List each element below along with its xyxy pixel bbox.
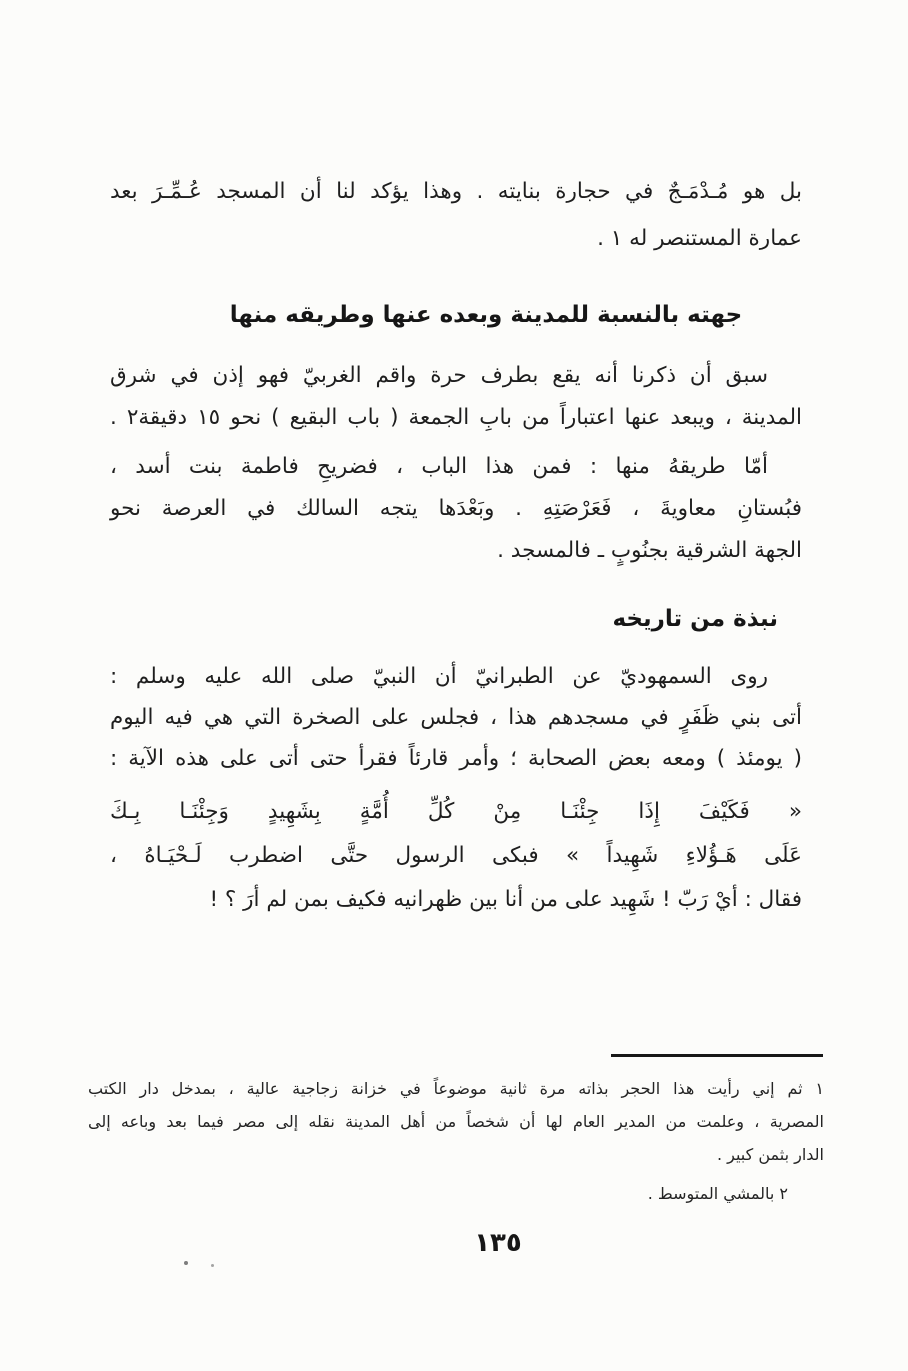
text-line: أتى بني ظَفَرٍ في مسجدهم هذا ، فجلس على الصخرة التي هي فيه اليوم [110,705,802,730]
footnote-1-line: ١ ثم إني رأيت هذا الحجر بذاته مرة ثانية موضوعاً في خزانة زجاجية عالية ، بمدخل دار الكتب [88,1079,824,1098]
footnote-1-line: المصرية ، وعلمت من المدير العام لها أن شخصاً من أهل المدينة نقله إلى مصر فيما بعد وباعه إلى [88,1112,824,1131]
paragraph-intro [110,168,802,262]
footnote-1-line: الدار بثمن كبير . [716,1145,824,1164]
footnote-separator-rule [611,1054,823,1057]
quran-verse-line: « فَكَيْفَ إِذَا جِئْنَـا مِنْ كُلِّ أُمَّةٍ بِشَهِيدٍ وَجِئْنَـا بِـكَ [110,799,802,824]
paragraph-route [110,446,802,572]
text-line: سبق أن ذكرنا أنه يقع بطرف حرة واقم الغربيّ فهو إذن في شرق [110,363,768,388]
footnotes-section [88,1072,824,1210]
text-line: فبُستانِ معاويةَ ، فَعَرْصَتِهِ . وبَعْدَها يتجه السالك في العرصة نحو [110,496,802,521]
scan-artifact-dot [184,1261,188,1265]
paragraph-location [110,355,802,439]
text-line: ( يومئذ ) ومعه بعض الصحابة ؛ وأمر قارئاً فقرأ حتى أتى على هذه الآية : [110,746,802,771]
scan-artifact-dot [211,1264,214,1267]
text-line: روى السمهوديّ عن الطبرانيّ أن النبيّ صلى الله عليه وسلم : [110,664,768,689]
paragraph-history [110,656,802,779]
text-line: فقال : أيْ رَبّ ! شَهِيد على من أنا بين ظهرانيه فكيف بمن لم أرَ ؟ ! [209,887,802,912]
footnote-2: ٢ بالمشي المتوسط . [647,1184,788,1203]
text-line: المدينة ، ويبعد عنها اعتباراً من بابِ الجمعة ( باب البقيع ) نحو ١٥ دقيقة٢ . [110,405,802,430]
section-heading-location: جهته بالنسبة للمدينة وبعده عنها وطريقه منها [229,302,743,328]
paragraph-verse [110,790,802,922]
text-line: الجهة الشرقية بجنُوبٍ ـ فالمسجد . [497,538,802,563]
quran-verse-line: عَلَى هَـؤُلاءِ شَهِيداً » فبكى الرسول حتَّى اضطرب لَـحْيَـاهُ ، [110,843,802,868]
text-line: أمّا طريقهُ منها : فمن هذا الباب ، فضريحِ فاطمة بنت أسد ، [110,454,768,479]
text-line: بل هو مُـدْمَـجٌ في حجارة بنايته . وهذا يؤكد لنا أن المسجد عُـمِّـرَ بعد [110,179,802,204]
text-line: عمارة المستنصر له ١ . [597,226,802,251]
section-heading-history: نبذة من تاريخه [612,606,778,632]
page-number: ١٣٥ [474,1228,522,1258]
